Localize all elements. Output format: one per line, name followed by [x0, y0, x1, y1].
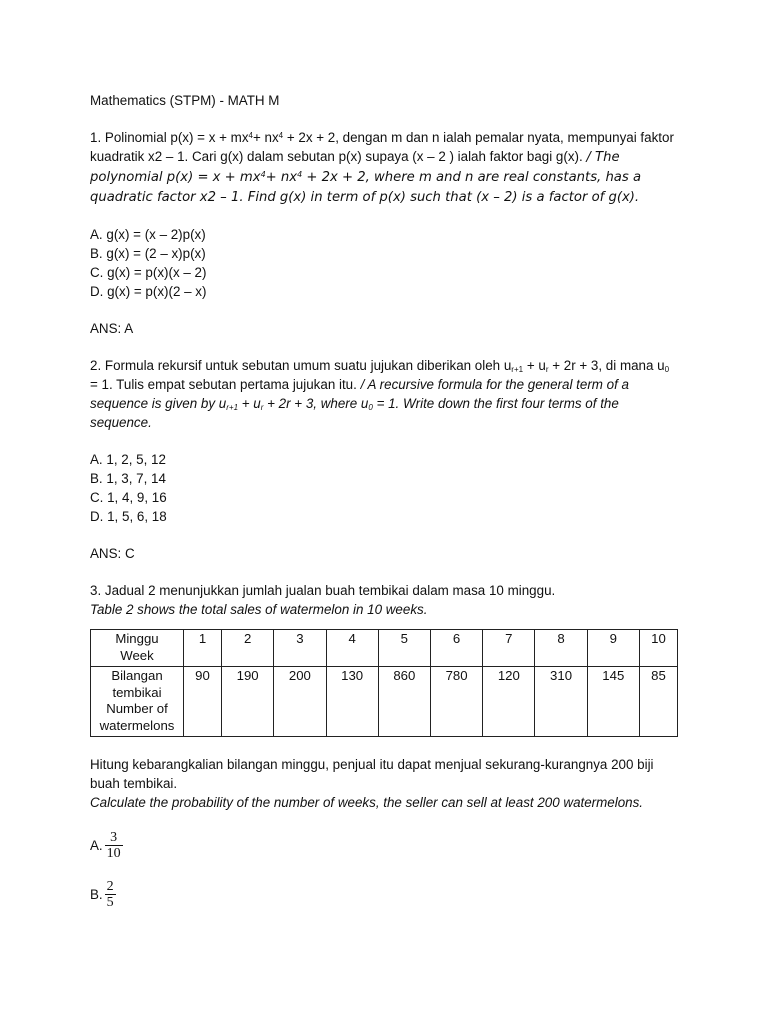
- table-cell-count: 85: [639, 667, 677, 737]
- q1-answer: ANS: A: [90, 321, 134, 336]
- table-cell-week: 2: [222, 630, 274, 667]
- q1-option-b: B. g(x) = (2 – x)p(x): [90, 246, 206, 261]
- q2-option-d: D. 1, 5, 6, 18: [90, 509, 167, 524]
- fraction: [105, 879, 116, 910]
- table-cell-week: 10: [639, 630, 677, 667]
- q1-english-text: / The polynomial $p(x) = x + mx^4+ nx^4 + 2x + 2$, where m and n are real constants, has a quadratic factor x2 – 1. Find g(x) in term of p(x) such that (x – 2) is a factor of g(x).: [90, 150, 642, 205]
- table-cell-count: 860: [378, 667, 430, 737]
- q1-malay-text: 1. Polinomial $p(x) = x + mx^4+ nx^4 + 2x + 2$, dengan m dan n ialah pemalar nyata, mempunyai faktor kuadratik x2 – 1. Cari g(x) dalam sebutan p(x) supaya (x – 2 ) ialah faktor bagi g(x).: [90, 130, 674, 164]
- table-cell-week: 3: [274, 630, 326, 667]
- q2-answer: ANS: C: [90, 546, 135, 561]
- q2-option-b: B. 1, 3, 7, 14: [90, 471, 166, 486]
- fraction-numerator: 3: [110, 830, 118, 845]
- table-row-weeks: [91, 630, 678, 667]
- q2-english-text: / A recursive formula for the general term of a sequence is given by $u_{r+1} + u_r + 2r + 3$, where $u_0 = 1$. Write down the first four terms of the sequence.: [90, 377, 629, 430]
- table-cell-count: 190: [222, 667, 274, 737]
- table-header-week: Minggu Week: [91, 630, 184, 667]
- table-cell-week: 5: [378, 630, 430, 667]
- table-cell-count: 90: [184, 667, 222, 737]
- table-cell-count: 780: [430, 667, 482, 737]
- q2-options: [90, 450, 680, 526]
- fraction-denominator: 5: [106, 895, 114, 910]
- document-body: [90, 91, 680, 928]
- q2-malay-text: 2. Formula rekursif untuk sebutan umum suatu jujukan diberikan oleh $u_{r+1} + u_r + 2r + 3$, di mana $u_0 = 1$. Tulis empat sebutan pertama jujukan itu.: [90, 358, 670, 392]
- q3-option-a: [90, 830, 680, 861]
- table-cell-count: 200: [274, 667, 326, 737]
- q1-option-a: A. g(x) = (x – 2)p(x): [90, 227, 206, 242]
- fraction-denominator: 10: [106, 846, 121, 861]
- q2-option-a: A. 1, 2, 5, 12: [90, 452, 166, 467]
- q3-question-english: Calculate the probability of the number of weeks, the seller can sell at least 200 watermelons.: [90, 795, 644, 810]
- q3-option-a-label: A.: [90, 838, 103, 853]
- q1-option-c: C. g(x) = p(x)(x – 2): [90, 265, 207, 280]
- fraction: [105, 830, 123, 861]
- q3-option-b: [90, 879, 680, 910]
- q1-option-d: D. g(x) = p(x)(2 – x): [90, 284, 207, 299]
- document-title: Mathematics (STPM) - MATH M: [90, 93, 280, 108]
- q1-stem: [90, 128, 680, 207]
- table-cell-week: 1: [184, 630, 222, 667]
- table-header-watermelons: Bilangan tembikai Number of watermelons: [91, 667, 184, 737]
- fraction-numerator: 2: [106, 879, 114, 894]
- table-cell-week: 6: [430, 630, 482, 667]
- q2-option-c: C. 1, 4, 9, 16: [90, 490, 167, 505]
- table-cell-count: 310: [535, 667, 587, 737]
- table-cell-count: 130: [326, 667, 378, 737]
- q3-intro-english: Table 2 shows the total sales of watermelon in 10 weeks.: [90, 602, 428, 617]
- table-cell-week: 4: [326, 630, 378, 667]
- table-cell-count: 145: [587, 667, 639, 737]
- q2-stem: [90, 356, 680, 432]
- q3-option-b-label: B.: [90, 887, 103, 902]
- table-cell-week: 7: [483, 630, 535, 667]
- table-row-counts: [91, 667, 678, 737]
- table-cell-week: 9: [587, 630, 639, 667]
- q3-question-malay: Hitung kebarangkalian bilangan minggu, penjual itu dapat menjual sekurang-kurangnya 200 biji buah tembikai.: [90, 757, 654, 791]
- q1-options: [90, 225, 680, 301]
- watermelon-sales-table: [90, 629, 678, 737]
- q3-intro-malay: 3. Jadual 2 menunjukkan jumlah jualan buah tembikai dalam masa 10 minggu.: [90, 583, 556, 598]
- table-cell-week: 8: [535, 630, 587, 667]
- table-cell-count: 120: [483, 667, 535, 737]
